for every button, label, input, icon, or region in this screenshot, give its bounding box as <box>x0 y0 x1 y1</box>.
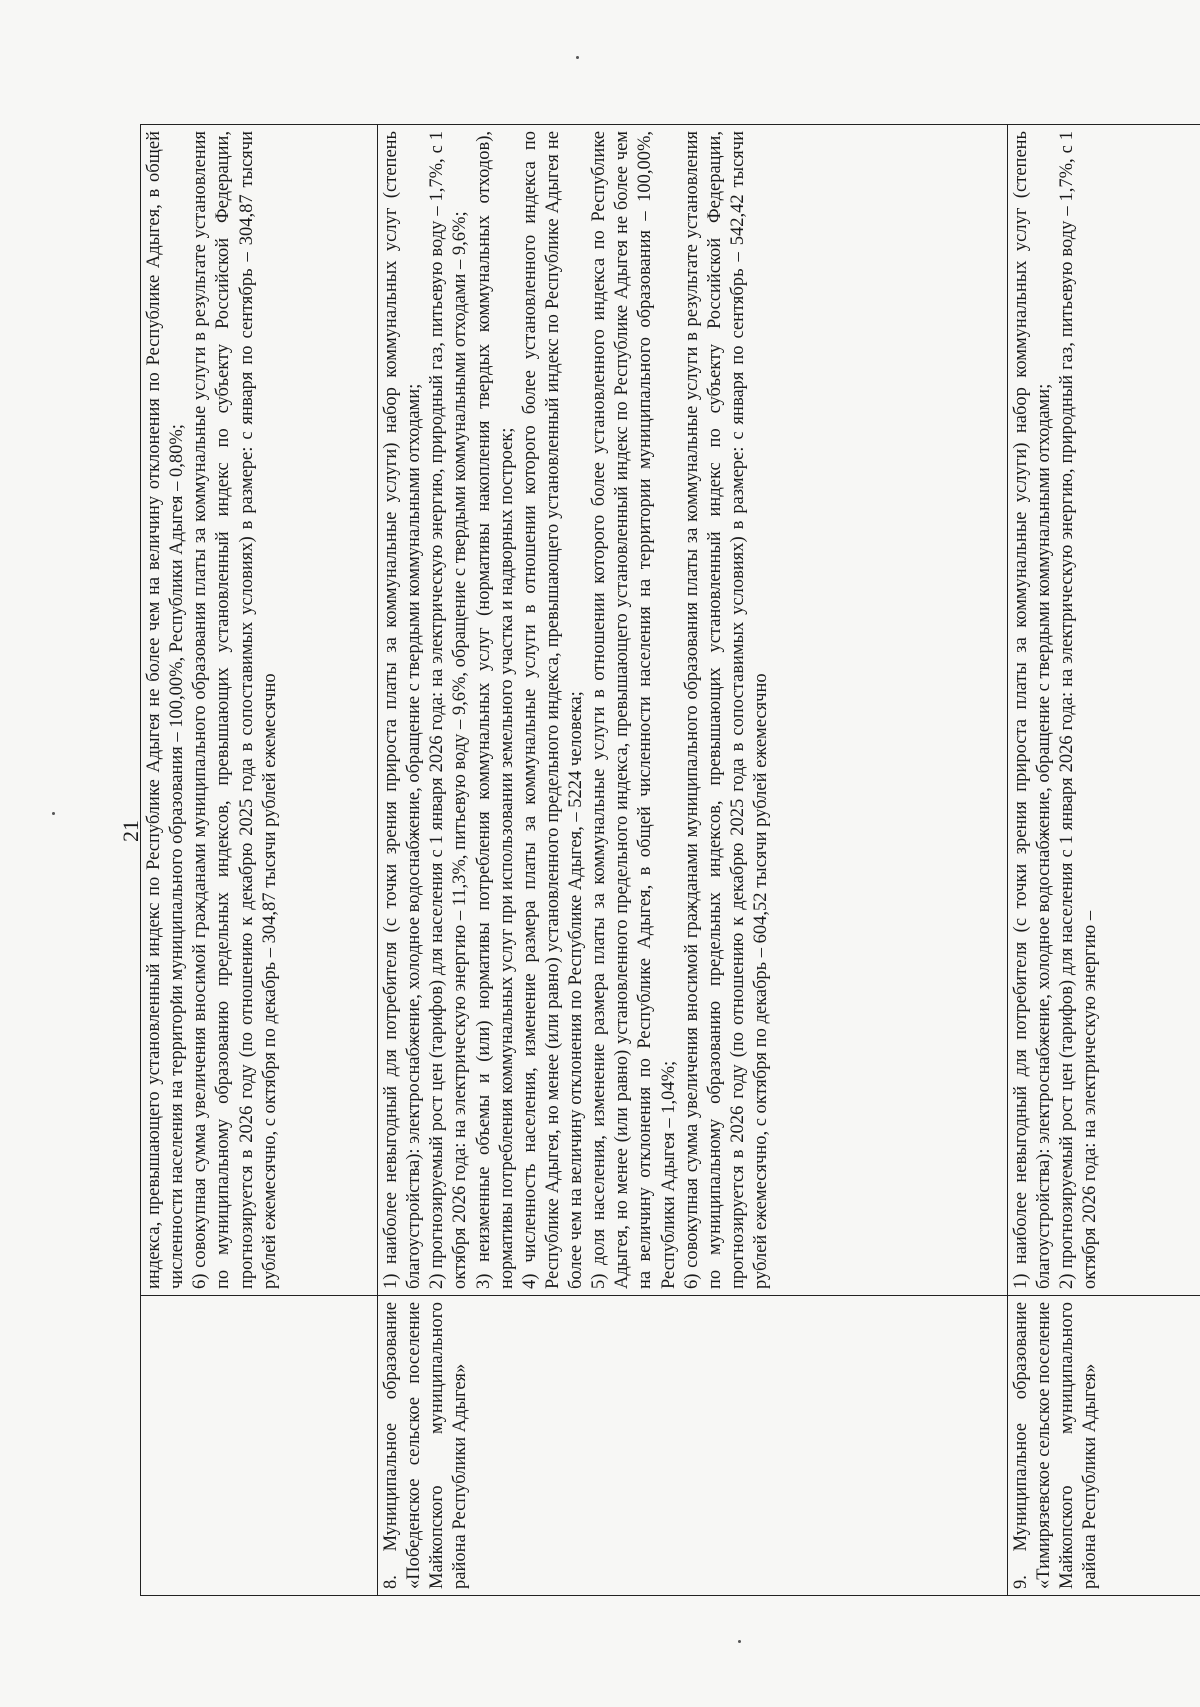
municipal-index-table <box>140 124 1200 1596</box>
measure-item: 1) наиболее невыгодный для потребителя (с точки зрения прироста платы за коммунальные услуги) набор коммунальных услуг (степень благоустройства): электроснабжение, холодное водоснабжение, обращение с твердыми коммунальными отходами; <box>381 131 425 1289</box>
measure-item: 1) наиболее невыгодный для потребителя (с точки зрения прироста платы за коммунальные услуги) набор коммунальных услуг (степень благоустройства): электроснабжение, холодное водоснабжение, обращение с твердыми коммунальными отходами; <box>1011 131 1055 1289</box>
measure-item: 2) прогнозируемый рост цен (тарифов) для населения с 1 января 2026 года: на электрическую энергию, природный газ, питьевую воду – 1,7%, с 1 октября 2026 года: на электрическую энергию – <box>1057 131 1101 1289</box>
measure-item: 2) прогнозируемый рост цен (тарифов) для населения с 1 января 2026 года: на электрическую энергию, природный газ, питьевую воду – 1,7%, с 1 октября 2026 года: на электрическую энергию – 11,3%, питьевую воду – 9,6%, обращение с твердыми коммунальными отходами – 9,6%; <box>427 131 471 1289</box>
table-row <box>378 125 1008 1596</box>
measure-item: 4) численность населения, изменение размера платы за коммунальные услуги в отношении которого более установленного индекса по Республике Адыгея, но менее (или равно) установленного предельного индекса, превышающего установленный индекс по Республике Адыгея не более чем на величину отклонения по Республике Адыгея, – 5224 человека; <box>519 131 586 1289</box>
measures-cell <box>378 125 1008 1296</box>
entity-name: 9. Муниципальное образование «Тимирязевское сельское поселение Майкопского муниципального района Республики Адыгея» <box>1011 1302 1101 1589</box>
measure-item: индекса, превышающего установленный индекс по Республике Адыгея не более чем на величину отклонения по Республике Адыгея, в общей численности населения на территории муниципального образования – 100,00%, Республики Адыгея – 0,80%; <box>144 131 188 1289</box>
entity-cell <box>378 1296 1008 1596</box>
measure-item: 3) неизменные объемы и (или) нормативы потребления коммунальных услуг (нормативы накопления твердых коммунальных отходов), нормативы потребления коммунальных услуг при использовании земельного участка и надворных построек; <box>473 131 517 1289</box>
scan-speck <box>576 56 579 59</box>
entity-cell <box>1008 1296 1200 1596</box>
entity-cell <box>141 1296 378 1596</box>
measures-cell <box>1008 125 1200 1296</box>
measure-item: 6) совокупная сумма увеличения вносимой гражданами муниципального образования платы за коммунальные услуги в результате установления по муниципальному образованию предельных индексов, превышающих установленный индекс по субъекту Российской Федерации, прогнозируется в 2026 году (по отношению к декабрю 2025 года в сопоставимых условиях) в размере: с января по сентябрь – 304,87 тысячи рублей ежемесячно, с октября по декабрь – 304,87 тысячи рублей ежемесячно <box>190 131 280 1289</box>
measures-cell <box>141 125 378 1296</box>
scan-speck <box>52 812 55 815</box>
scan-speck <box>738 1640 741 1643</box>
page-number: 21 <box>118 820 143 842</box>
measure-item: 6) совокупная сумма увеличения вносимой гражданами муниципального образования платы за коммунальные услуги в результате установления по муниципальному образованию предельных индексов, превышающих установленный индекс по субъекту Российской Федерации, прогнозируется в 2026 году (по отношению к декабрю 2025 года в сопоставимых условиях) в размере: с января по сентябрь – 542,42 тысячи рублей ежемесячно, с октября по декабрь – 604,52 тысячи рублей ежемесячно <box>681 131 771 1289</box>
table-row <box>141 125 378 1596</box>
measure-item: 5) доля населения, изменение размера платы за коммунальные услуги в отношении которого более установленного индекса по Республике Адыгея, но менее (или равно) установленного предельного индекса, превышающего установленный индекс по Республике Адыгея не более чем на величину отклонения по Республике Адыгея, в общей численности населения на территории муниципального образования – 100,00%, Республики Адыгея – 1,04%; <box>589 131 679 1289</box>
table-row <box>1008 125 1200 1596</box>
entity-name: 8. Муниципальное образование «Победенское сельское поселение Майкопского муниципального района Республики Адыгея» <box>381 1302 471 1589</box>
